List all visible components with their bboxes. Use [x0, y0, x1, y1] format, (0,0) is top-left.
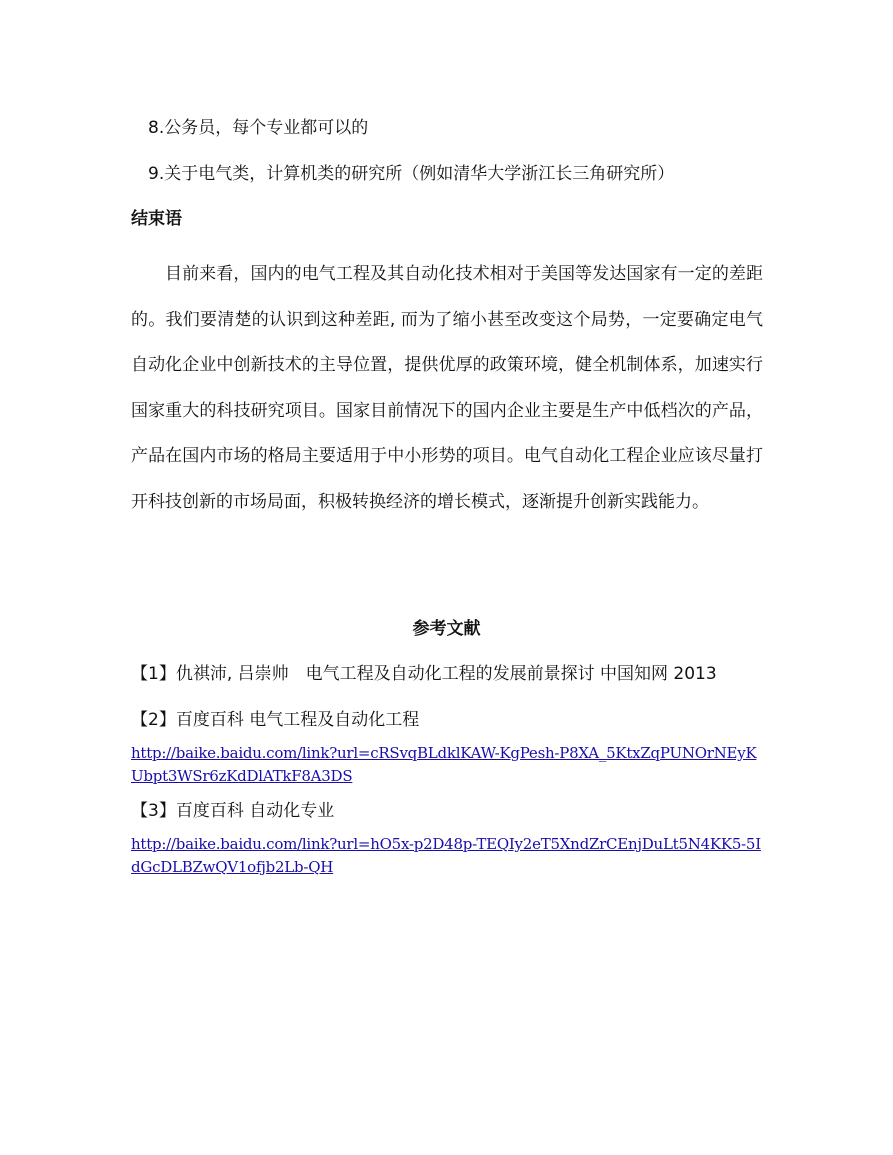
reference-1: 【1】仇祺沛, 吕崇帅 电气工程及自动化工程的发展前景探讨 中国知网 2013: [131, 664, 717, 684]
list-item-8: 8.公务员，每个专业都可以的: [148, 118, 369, 138]
reference-3: 【3】百度百科 自动化专业: [131, 801, 335, 821]
reference-3-link[interactable]: http://baike.baidu.com/link?url=hO5x-p2D48p-TEQIy2eT5XndZrCEnjDuLt5N4KK5-5IdGcDLBZwQV1ofjb2Lb-QH: [131, 835, 761, 876]
conclusion-heading: 结束语: [131, 209, 182, 229]
reference-2: 【2】百度百科 电气工程及自动化工程: [131, 710, 420, 730]
conclusion-paragraph: 目前来看，国内的电气工程及其自动化技术相对于美国等发达国家有一定的差距的。我们要清楚的认识到这种差距, 而为了缩小甚至改变这个局势，一定要确定电气自动化企业中创新技术的主导位置，提供优厚的政策环境，健全机制体系，加速实行国家重大的科技研究项目。国家目前情况下的国内企业主要是生产中低档次的产品，产品在国内市场的格局主要适用于中小形势的项目。电气自动化工程企业应该尽量打开科技创新的市场局面，积极转换经济的增长模式，逐渐提升创新实践能力。: [131, 264, 763, 512]
references-title: 参考文献: [412, 619, 481, 639]
reference-2-link[interactable]: http://baike.baidu.com/link?url=cRSvqBLdklKAW-KgPesh-P8XA_5KtxZqPUNOrNEyKUbpt3WSr6zKdDlATkF8A3DS: [131, 744, 757, 785]
list-item-9: 9.关于电气类，计算机类的研究所（例如清华大学浙江长三角研究所）: [148, 164, 675, 184]
